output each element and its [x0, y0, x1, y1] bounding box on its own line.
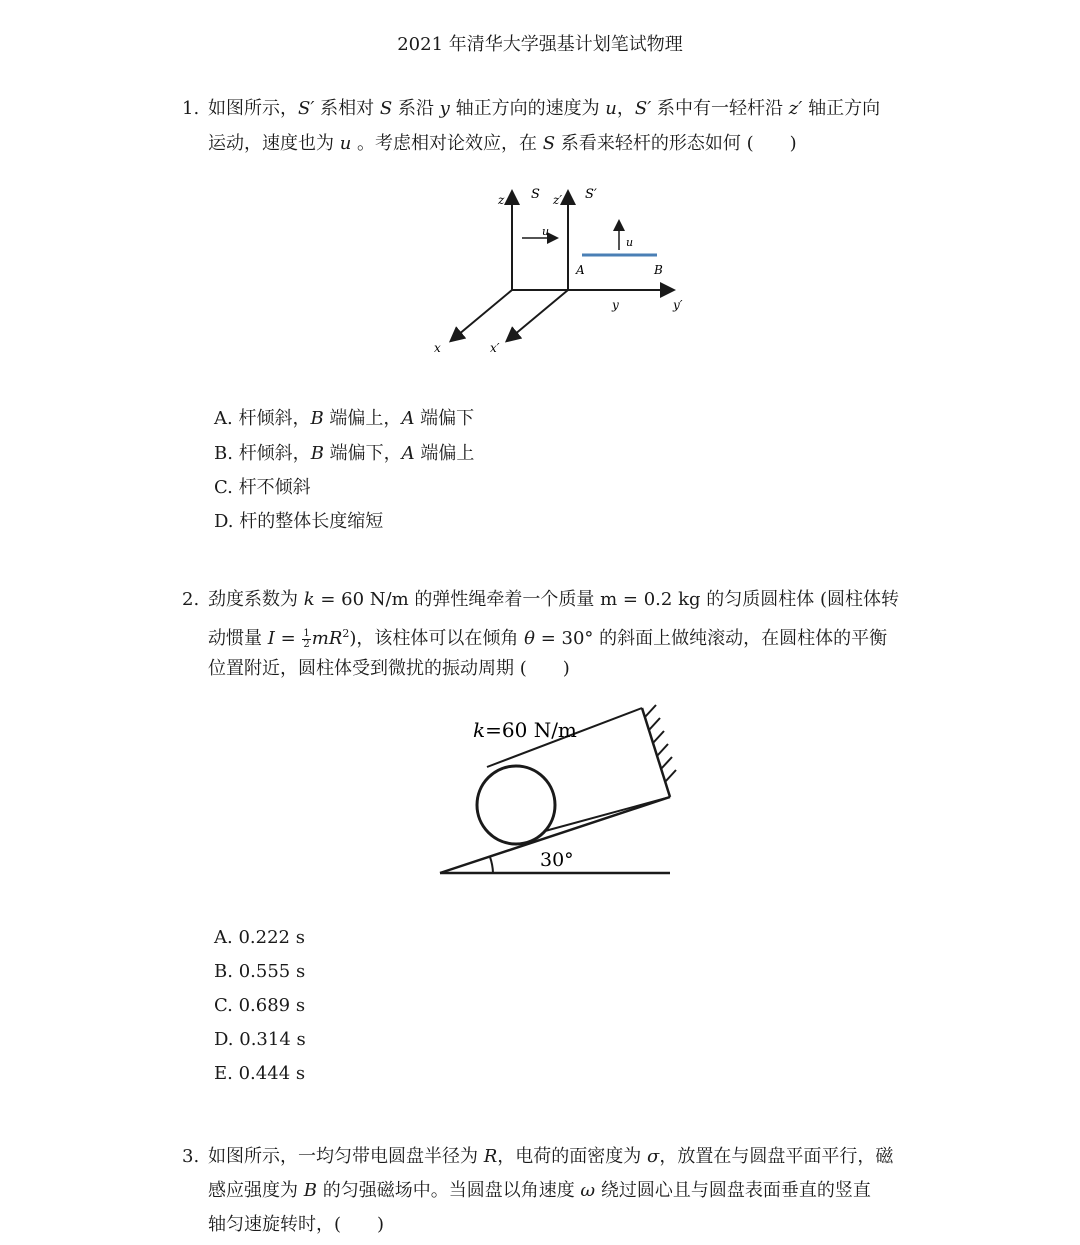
- label-u-arrow: u: [542, 225, 550, 238]
- question-number: 3.: [182, 1146, 200, 1167]
- question-3-line-3: 轴匀速旋转时，( ): [208, 1214, 385, 1235]
- cylinder: [477, 766, 555, 844]
- angle-arc: [490, 857, 493, 873]
- question-1-line-2: 运动，速度也为 u 。考虑相对论效应，在 S 系看来轻杆的形态如何 ( ): [208, 133, 797, 154]
- question-number: 1.: [182, 98, 200, 119]
- question-2-line-1: 劲度系数为 k = 60 N/m 的弹性绳牵着一个质量 m = 0.2 kg 的匀质圆柱体 (圆柱体转: [208, 589, 899, 610]
- label-x: x: [434, 341, 441, 355]
- label-y-prime: y′: [673, 298, 683, 312]
- question-number: 2.: [182, 589, 200, 610]
- question-2-line-3: 位置附近，圆柱体受到微扰的振动周期 ( ): [208, 658, 570, 679]
- question-3-line-1: 如图所示，一均匀带电圆盘半径为 R，电荷的面密度为 σ，放置在与圆盘平面平行，磁: [208, 1146, 894, 1167]
- spring-constant-label: k=60 N/m: [473, 718, 577, 742]
- question-1-line-1: 如图所示，S′ 系相对 S 系沿 y 轴正方向的速度为 u，S′ 系中有一轻杆沿 z′ 轴正方向: [208, 98, 881, 119]
- label-x-prime: x′: [490, 341, 500, 355]
- label-z: z: [498, 193, 505, 207]
- page-title: 2021 年清华大学强基计划笔试物理: [397, 34, 683, 55]
- elastic-rope-bottom: [545, 797, 670, 831]
- reference-frames-figure: [420, 180, 700, 360]
- label-z-prime: z′: [553, 193, 563, 207]
- label-s-prime: S′: [585, 187, 597, 202]
- fraction-one-half: $\frac{1}{2}$: [303, 627, 310, 650]
- option-a[interactable]: A. 杆倾斜，B 端偏上，A 端偏下: [214, 408, 475, 429]
- question-2-line-2: 动惯量 I = $\frac{1}{2}$ $mR^2$)，该柱体可以在倾角 θ = 30° 的斜面上做纯滚动，在圆柱体的平衡: [208, 627, 888, 650]
- label-a: A: [576, 263, 585, 277]
- option-d[interactable]: D. 0.314 s: [214, 1029, 306, 1050]
- option-a[interactable]: A. 0.222 s: [214, 927, 305, 948]
- s-x-axis: [452, 290, 512, 340]
- option-b[interactable]: B. 杆倾斜，B 端偏下，A 端偏上: [214, 443, 475, 464]
- question-3-line-2: 感应强度为 B 的匀强磁场中。当圆盘以角速度 ω 绕过圆心且与圆盘表面垂直的竖直: [208, 1180, 871, 1201]
- option-b[interactable]: B. 0.555 s: [214, 961, 306, 982]
- angle-label: 30°: [540, 849, 574, 871]
- s-prime-x-axis: [508, 290, 568, 340]
- option-d[interactable]: D. 杆的整体长度缩短: [214, 511, 384, 532]
- label-y: y: [612, 298, 619, 312]
- label-b: B: [654, 263, 663, 277]
- label-u-rod: u: [626, 236, 634, 249]
- option-c[interactable]: C. 杆不倾斜: [214, 477, 311, 498]
- incline-cylinder-figure: [430, 700, 690, 885]
- label-s: S: [531, 187, 540, 202]
- option-e[interactable]: E. 0.444 s: [214, 1063, 306, 1084]
- option-c[interactable]: C. 0.689 s: [214, 995, 306, 1016]
